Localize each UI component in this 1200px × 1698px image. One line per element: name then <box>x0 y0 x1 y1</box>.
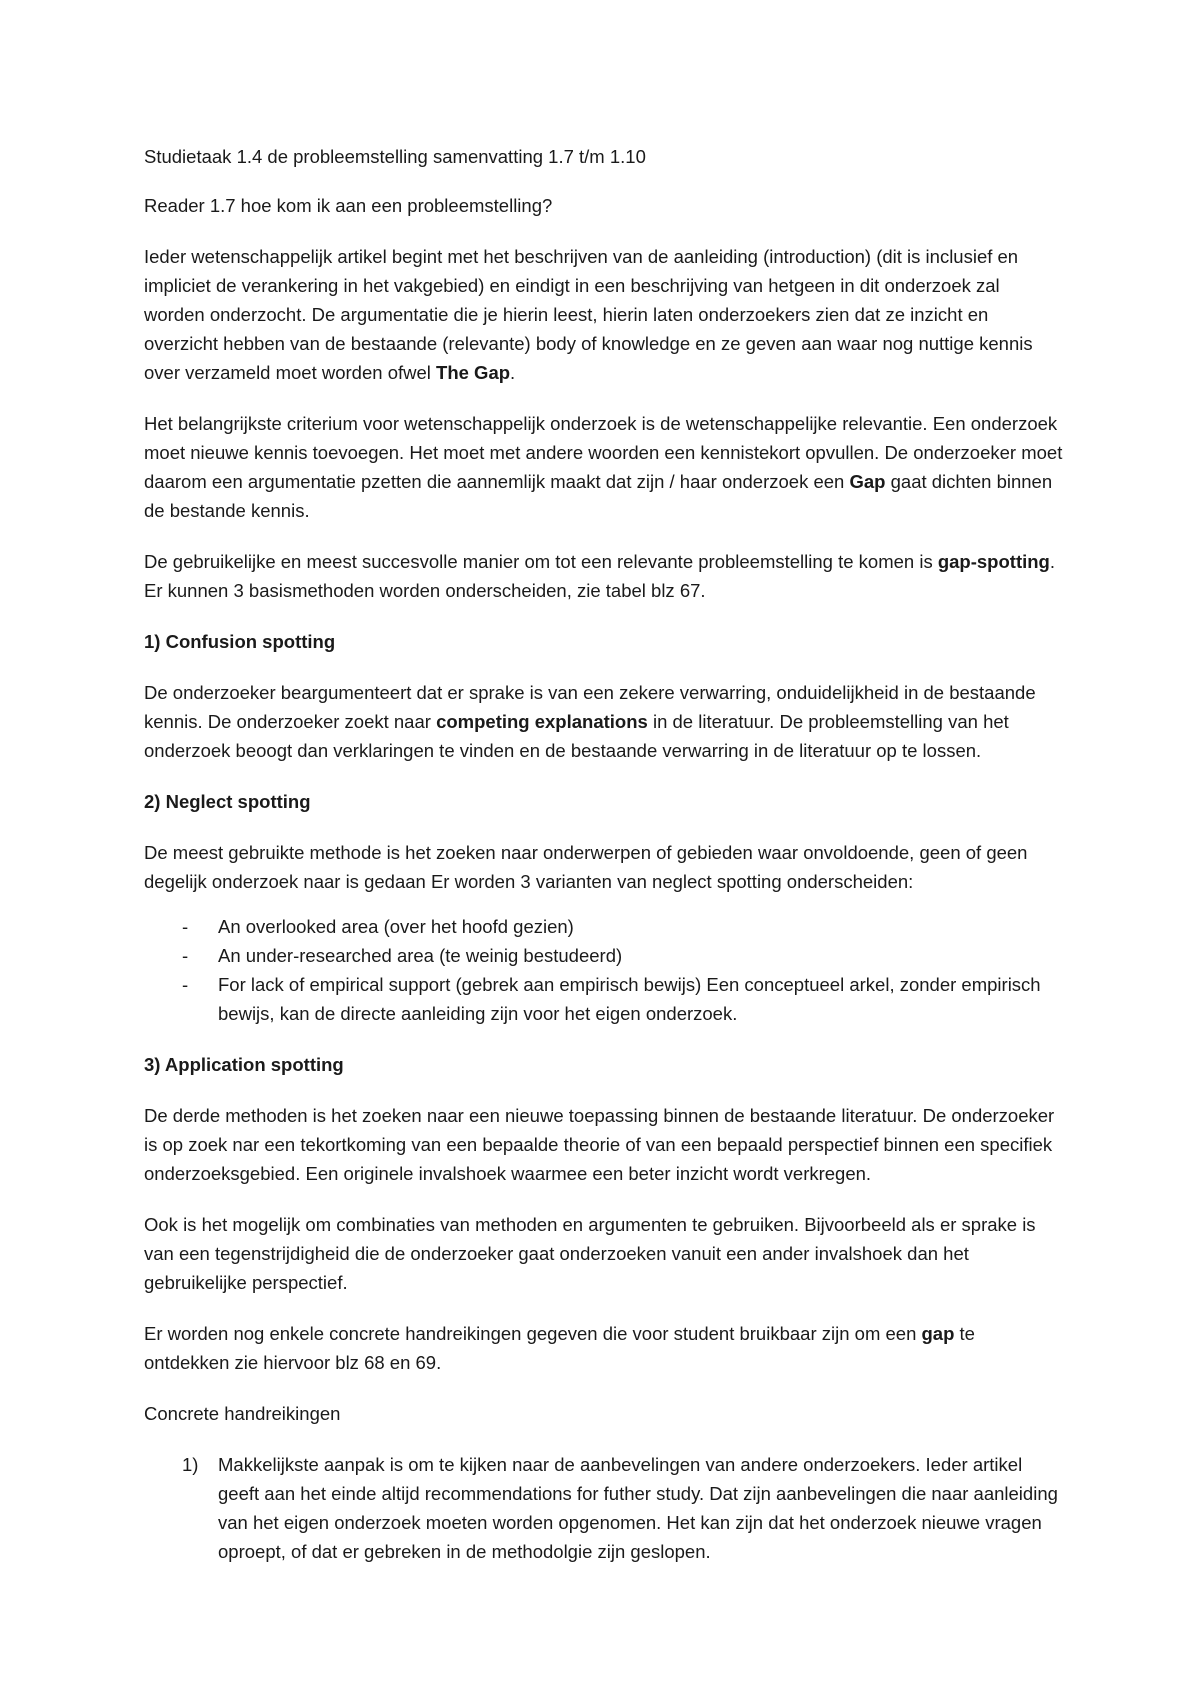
method-bold: gap-spotting <box>937 551 1050 572</box>
method-text: De gebruikelijke en meest succesvolle manier om tot een relevante probleemstelling te komen is <box>144 551 933 572</box>
handreiking-text: Er worden nog enkele concrete handreikingen gegeven die voor student bruikbaar zijn om een <box>144 1323 917 1344</box>
confusion-bold: competing explanations <box>436 711 648 732</box>
dash-marker: - <box>182 916 189 937</box>
intro-paragraph <box>144 242 1064 387</box>
list-item <box>144 912 1064 941</box>
neglect-paragraph: De meest gebruikte methode is het zoeken naar onderwerpen of gebieden waar onvoldoende, geen of geen degelijk onderzoek naar is gedaan Er worden 3 varianten van neglect spotting onderscheiden: <box>144 842 1028 892</box>
reader-heading: Reader 1.7 hoe kom ik aan een probleemstelling? <box>144 195 553 216</box>
list-item <box>144 1450 1064 1566</box>
list-item <box>144 941 1064 970</box>
confusion-paragraph <box>144 678 1064 765</box>
handreiking-end: te ontdekken zie hiervoor blz 68 en 69. <box>144 1323 975 1373</box>
intro-bold: The Gap <box>436 362 511 383</box>
criterium-paragraph <box>144 409 1064 525</box>
neglect-list <box>144 912 1064 1028</box>
document-title: Studietaak 1.4 de probleemstelling samenvatting 1.7 t/m 1.10 <box>144 146 646 167</box>
list-item-text: An overlooked area (over het hoofd gezien) <box>218 916 574 937</box>
list-item-text: An under-researched area (te weinig bestudeerd) <box>218 945 623 966</box>
intro-end: . <box>510 362 516 383</box>
list-item-text: Makkelijkste aanpak is om te kijken naar de aanbevelingen van andere onderzoekers. Ieder artikel geeft aan het einde altijd recommendations for futher study. Dat zijn aanbevelingen die naar aanleiding van het eigen onderzoek moeten worden opgenomen. Het kan zijn dat het onderzoek nieuwe vragen oproept, of dat er gebreken in de methodolgie zijn geslopen. <box>218 1454 1058 1562</box>
criterium-bold: Gap <box>849 471 886 492</box>
dash-marker: - <box>182 945 189 966</box>
concrete-heading: Concrete handreikingen <box>144 1403 341 1424</box>
confusion-text-1: De onderzoeker beargumenteert dat er sprake is van een zekere verwarring, onduidelijkheid in de bestaande kennis. De onderzoeker zoekt naar <box>144 682 1036 732</box>
handreiking-bold: gap <box>921 1323 955 1344</box>
dash-marker: - <box>182 974 189 995</box>
criterium-text: Het belangrijkste criterium voor wetenschappelijk onderzoek is de wetenschappelijke relevantie. Een onderzoek moet nieuwe kennis toevoegen. Het moet met andere woorden een kennistekort opvullen. De onderzoeker moet daarom een argumentatie pzetten die aannemlijk maakt dat zijn / haar onderzoek een <box>144 413 1063 492</box>
criterium-end: gaat dichten binnen de bestande kennis. <box>144 471 1053 521</box>
confusion-text-2: in de literatuur. De probleemstelling van het onderzoek beoogt dan verklaringen te vinden en de bestaande verwarring in de literatuur op te lossen. <box>144 711 1009 761</box>
document-page <box>144 142 1064 1566</box>
combination-paragraph: Ook is het mogelijk om combinaties van methoden en argumenten te gebruiken. Bijvoorbeeld als er sprake is van een tegenstrijdigheid die de onderzoeker gaat onderzoeken vanuit een ander invalshoek dan het gebruikelijke perspectief. <box>144 1214 1036 1293</box>
method-paragraph <box>144 547 1064 605</box>
handreiking-paragraph <box>144 1319 1064 1377</box>
method-end: . Er kunnen 3 basismethoden worden onderscheiden, zie tabel blz 67. <box>144 551 1055 601</box>
number-marker: 1) <box>182 1454 199 1475</box>
intro-text: Ieder wetenschappelijk artikel begint met het beschrijven van de aanleiding (introduction) (dit is inclusief en impliciet de verankering in het vakgebied) en eindigt in een beschrijving van hetgeen in dit onderzoek zal worden onderzocht. De argumentatie die je hierin leest, hierin laten onderzoekers zien dat ze inzicht en overzicht hebben van de bestaande (relevante) body of knowledge en ze geven aan waar nog nuttige kennis over verzameld moet worden ofwel <box>144 246 1033 383</box>
confusion-heading: 1) Confusion spotting <box>144 631 336 652</box>
list-item <box>144 970 1064 1028</box>
application-paragraph: De derde methoden is het zoeken naar een nieuwe toepassing binnen de bestaande literatuur. De onderzoeker is op zoek nar een tekortkoming van een bepaalde theorie of van een bepaald perspectief binnen een specifiek onderzoeksgebied. Een originele invalshoek waarmee een beter inzicht wordt verkregen. <box>144 1105 1055 1184</box>
list-item-text: For lack of empirical support (gebrek aan empirisch bewijs) Een conceptueel arkel, zonder empirisch bewijs, kan de directe aanleiding zijn voor het eigen onderzoek. <box>218 974 1041 1024</box>
application-heading: 3) Application spotting <box>144 1054 344 1075</box>
neglect-heading: 2) Neglect spotting <box>144 791 311 812</box>
concrete-list <box>144 1450 1064 1566</box>
